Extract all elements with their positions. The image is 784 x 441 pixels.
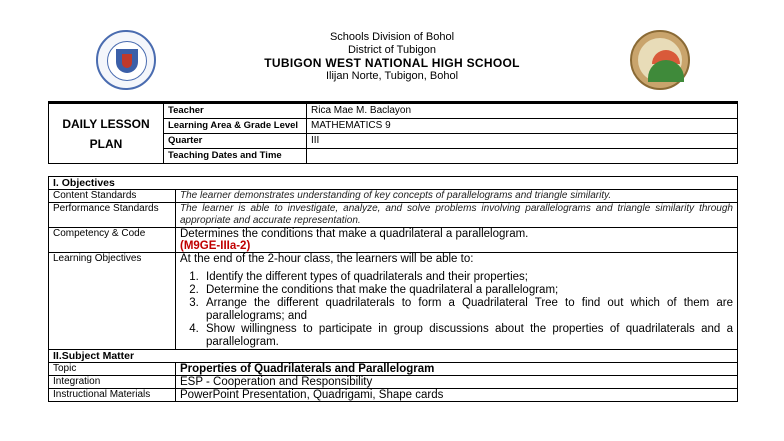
lesson-plan-table bbox=[48, 176, 738, 402]
school-seal-inner bbox=[638, 38, 682, 82]
teacher-value: Rica Mae M. Baclayon bbox=[307, 103, 738, 119]
learning-objectives-intro: At the end of the 2-hour class, the learners will be able to: bbox=[180, 253, 474, 265]
deped-seal-inner bbox=[107, 41, 147, 81]
subject-matter-heading: II.Subject Matter bbox=[49, 350, 738, 363]
teaching-dates-value bbox=[307, 149, 738, 164]
deped-seal bbox=[96, 30, 156, 90]
competency-code: (M9GE-IIIa-2) bbox=[180, 240, 251, 252]
plan-title: DAILY LESSON PLAN bbox=[49, 103, 164, 164]
integration-value: ESP - Cooperation and Responsibility bbox=[176, 376, 738, 389]
quarter-value: III bbox=[307, 134, 738, 149]
quarter-label: Quarter bbox=[164, 134, 307, 149]
list-item: 2. Determine the conditions that make the quadrilateral a parallelogram; bbox=[202, 284, 733, 297]
objectives-heading: I. Objectives bbox=[49, 177, 738, 190]
district-name: District of Tubigon bbox=[347, 44, 437, 56]
performance-standards-label: Performance Standards bbox=[49, 203, 176, 228]
learning-objectives-cell bbox=[176, 253, 738, 350]
document-header bbox=[230, 31, 554, 83]
learning-objectives-list bbox=[180, 271, 733, 349]
teaching-dates-label: Teaching Dates and Time bbox=[164, 149, 307, 164]
competency-text: Determines the conditions that make a quadrilateral a parallelogram. bbox=[180, 228, 529, 240]
performance-standards-text: The learner is able to investigate, analyze, and solve problems involving parallelograms and triangle similarity through appropriate and accurate representation. bbox=[176, 203, 738, 228]
competency-cell bbox=[176, 228, 738, 253]
division-name: Schools Division of Bohol bbox=[329, 31, 455, 43]
shield-center-icon bbox=[122, 54, 132, 68]
topic-label: Topic bbox=[49, 363, 176, 376]
integration-label: Integration bbox=[49, 376, 176, 389]
instructional-materials-label: Instructional Materials bbox=[49, 389, 176, 402]
plan-info-table bbox=[48, 101, 738, 164]
content-standards-label: Content Standards bbox=[49, 190, 176, 203]
content-standards-text: The learner demonstrates understanding of key concepts of parallelograms and triangle similarity. bbox=[176, 190, 738, 203]
instructional-materials-value: PowerPoint Presentation, Quadrigami, Shape cards bbox=[176, 389, 738, 402]
school-name: TUBIGON WEST NATIONAL HIGH SCHOOL bbox=[264, 56, 520, 70]
school-seal bbox=[630, 30, 690, 90]
learning-area-label: Learning Area & Grade Level bbox=[164, 119, 307, 134]
list-item: 3. Arrange the different quadrilaterals to form a Quadrilateral Tree to find out which of them are parallelograms; and bbox=[202, 297, 733, 323]
list-item: 4. Show willingness to participate in group discussions about the properties of quadrilaterals and a parallelogram. bbox=[202, 323, 733, 349]
competency-label: Competency & Code bbox=[49, 228, 176, 253]
teacher-label: Teacher bbox=[164, 103, 307, 119]
topic-value: Properties of Quadrilaterals and Parallelogram bbox=[176, 363, 738, 376]
list-item: 1. Identify the different types of quadrilaterals and their properties; bbox=[202, 271, 733, 284]
school-address: Ilijan Norte, Tubigon, Bohol bbox=[325, 70, 459, 82]
learning-area-value: MATHEMATICS 9 bbox=[307, 119, 738, 134]
learning-objectives-label: Learning Objectives bbox=[49, 253, 176, 350]
